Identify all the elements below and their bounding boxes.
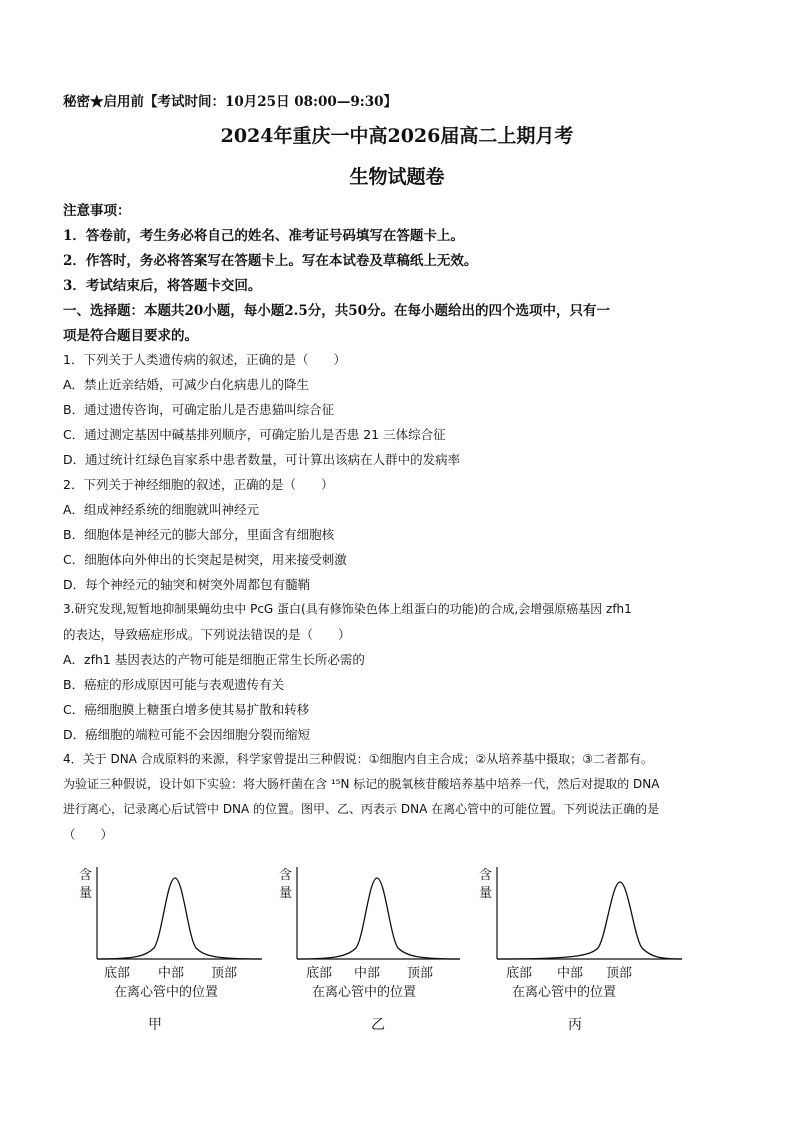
y-axis-label: 含 [79, 868, 93, 883]
question-stem: 4．关于 DNA 合成原料的来源，科学家曾提出三种假说：①细胞内自主合成；②从培养基中摄取；③二者都有。 [63, 752, 653, 766]
y-axis-label: 量 [479, 886, 493, 901]
dna-peak-curve [297, 878, 460, 959]
figure-caption: 乙 [371, 1017, 385, 1033]
figure-jia [74, 855, 274, 1005]
x-tick-label: 底部 [306, 966, 333, 981]
x-tick-label: 顶部 [606, 966, 633, 981]
section-heading-cont: 项是符合题目要求的。 [63, 328, 198, 344]
y-axis-label: 量 [279, 886, 293, 901]
x-axis-label: 在离心管中的位置 [512, 985, 617, 1000]
notice-item: 1．答卷前，考生务必将自己的姓名、准考证号码填写在答题卡上。 [63, 228, 464, 244]
question-option: B．癌症的形成原因可能与表观遗传有关 [63, 677, 285, 692]
question-option: A．zfh1 基因表达的产物可能是细胞正常生长所必需的 [63, 652, 365, 667]
question-option: C．癌细胞膜上糖蛋白增多使其易扩散和转移 [63, 702, 310, 717]
x-tick-label: 底部 [506, 966, 533, 981]
question-option: D．癌细胞的端粒可能不会因细胞分裂而缩短 [63, 727, 311, 742]
x-tick-label: 中部 [557, 966, 584, 981]
question-option: B．细胞体是神经元的膨大部分，里面含有细胞核 [63, 527, 335, 542]
figure-bing [472, 855, 692, 1005]
x-tick-label: 中部 [158, 966, 185, 981]
figure-caption: 甲 [148, 1017, 162, 1033]
notice-item: 3．考试结束后，将答题卡交回。 [63, 278, 262, 294]
figure-yi [272, 855, 472, 1005]
y-axis-label: 含 [279, 868, 293, 883]
question-stem-cont: 的表达，导致癌症形成。下列说法错误的是（ ） [63, 627, 351, 642]
question-stem: 2．下列关于神经细胞的叙述，正确的是（ ） [63, 477, 334, 492]
notice-heading: 注意事项： [63, 203, 131, 219]
centrifuge-plot-yi [272, 855, 472, 1005]
exam-title: 2024年重庆一中高2026届高二上期月考 [220, 125, 574, 147]
question-stem-cont: 进行离心，记录离心后试管中 DNA 的位置。图甲、乙、丙表示 DNA 在离心管中的可能位置。下列说法正确的是 [63, 802, 660, 816]
question-stem: 3.研究发现,短暂地抑制果蝇幼虫中 PcG 蛋白(具有修饰染色体上组蛋白的功能)的合成,会增强原癌基因 zfh1 [63, 602, 632, 616]
question-stem: 1．下列关于人类遗传病的叙述，正确的是（ ） [63, 352, 346, 367]
question-option: D．通过统计红绿色盲家系中患者数量，可计算出该病在人群中的发病率 [63, 452, 461, 467]
dna-peak-curve [97, 878, 262, 959]
centrifuge-plot-bing [472, 855, 692, 1005]
x-tick-label: 中部 [354, 966, 381, 981]
question-option: C．通过测定基因中碱基排列顺序，可确定胎儿是否患 21 三体综合征 [63, 427, 446, 442]
y-axis-label: 含 [479, 868, 493, 883]
question-stem-cont: 为验证三种假说，设计如下实验：将大肠杆菌在含 ¹⁵N 标记的脱氧核苷酸培养基中培养一代，然后对提取的 DNA [63, 777, 660, 791]
x-axis-label: 在离心管中的位置 [114, 985, 219, 1000]
notice-item: 2．作答时，务必将答案写在答题卡上。写在本试卷及草稿纸上无效。 [63, 253, 478, 269]
section-heading: 一、选择题：本题共20小题，每小题2.5分，共50分。在每小题给出的四个选项中，只有一 [63, 303, 611, 319]
x-tick-label: 顶部 [211, 966, 238, 981]
y-axis-label: 量 [79, 886, 93, 901]
secret-line: 秘密★启用前【考试时间：10月25日 08:00—9:30】 [63, 94, 397, 110]
figure-caption: 丙 [568, 1017, 582, 1033]
question-option: D．每个神经元的轴突和树突外周都包有髓鞘 [63, 577, 311, 592]
x-axis-label: 在离心管中的位置 [312, 985, 417, 1000]
centrifuge-plot-jia [74, 855, 274, 1005]
question-option: A．组成神经系统的细胞就叫神经元 [63, 502, 260, 517]
dna-peak-curve [497, 882, 682, 959]
x-tick-label: 底部 [104, 966, 131, 981]
question-option: C．细胞体向外伸出的长突起是树突，用来接受刺激 [63, 552, 347, 567]
exam-subtitle: 生物试题卷 [349, 166, 445, 188]
question-option: B．通过遗传咨询，可确定胎儿是否患猫叫综合征 [63, 402, 335, 417]
question-option: A．禁止近亲结婚，可减少白化病患儿的降生 [63, 377, 310, 392]
x-tick-label: 顶部 [407, 966, 434, 981]
question-stem-cont: （ ） [63, 827, 114, 842]
